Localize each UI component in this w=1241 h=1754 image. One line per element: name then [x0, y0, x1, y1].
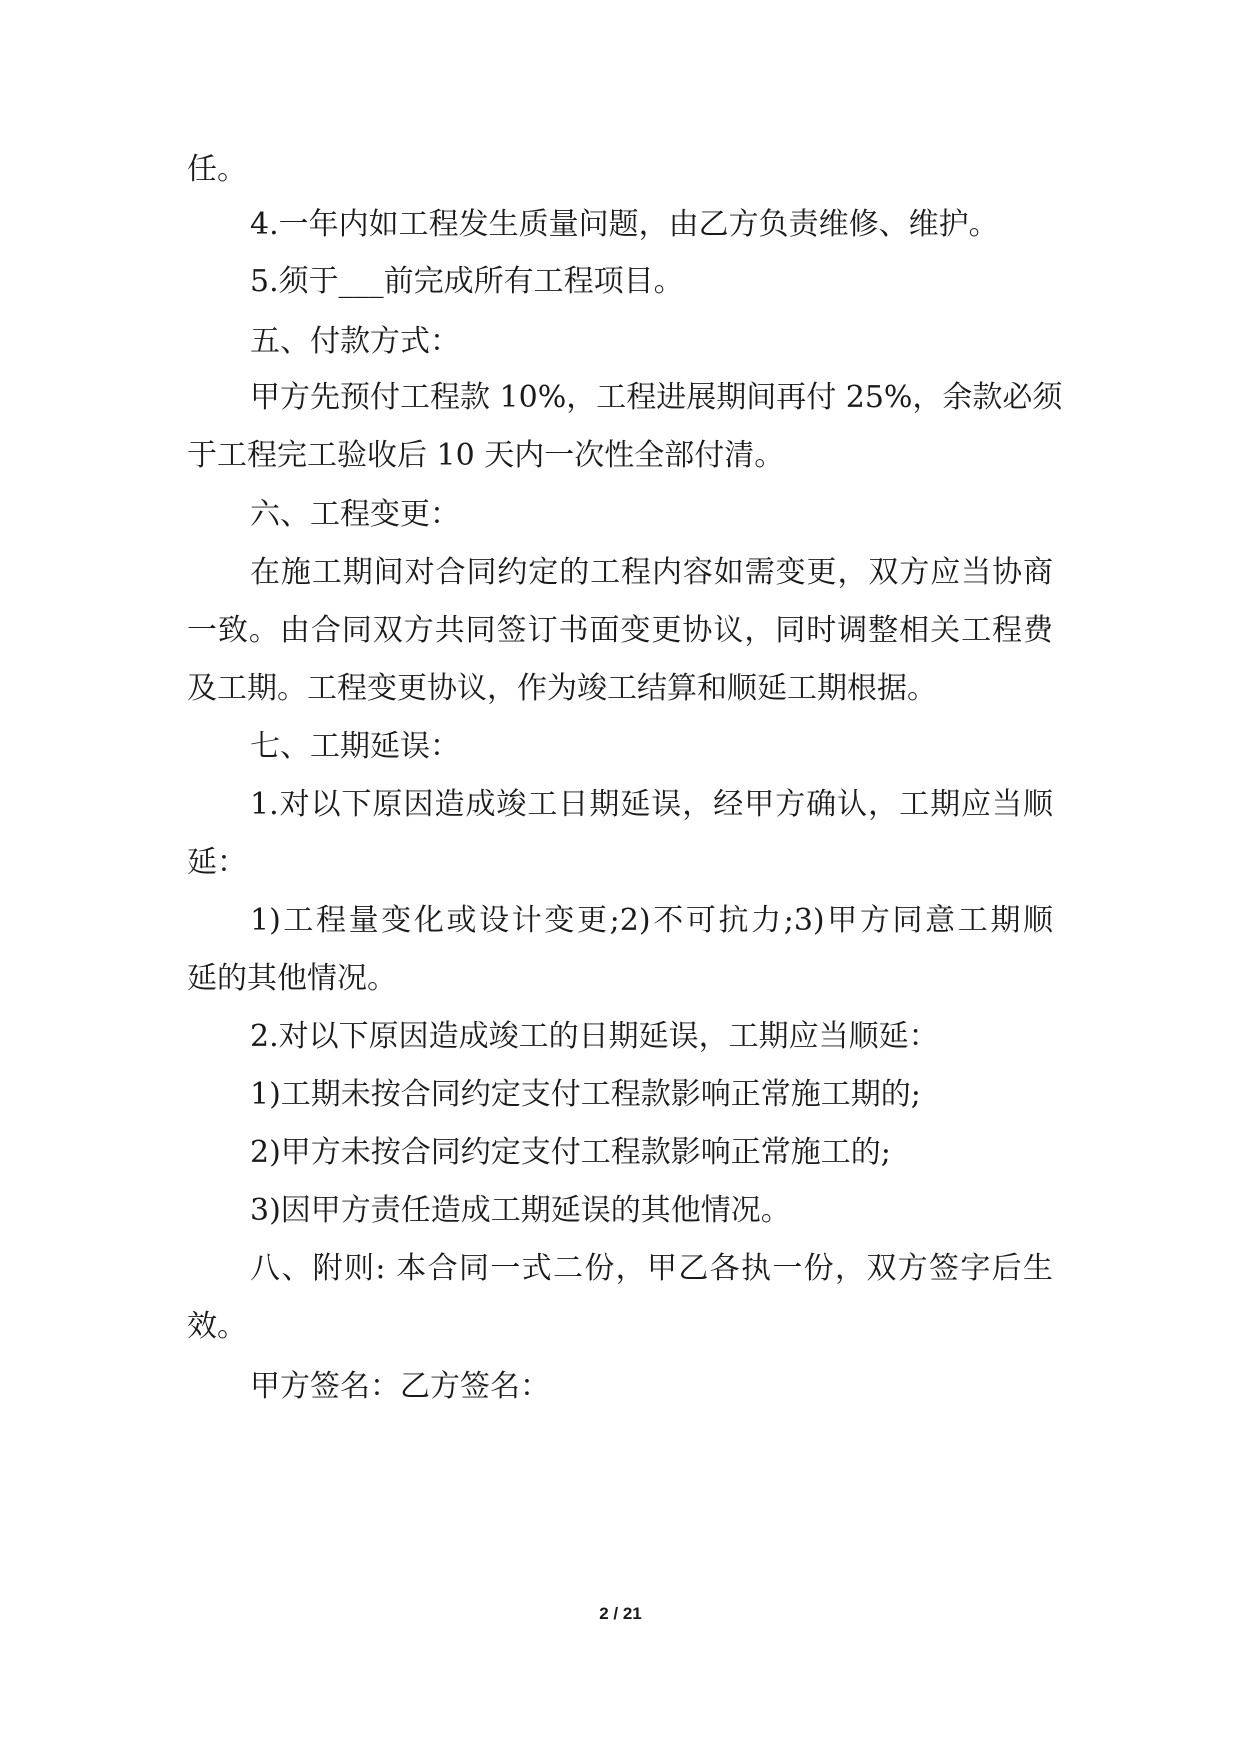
text-line: 4.一年内如工程发生质量问题，由乙方负责维修、维护。 [250, 207, 999, 242]
text-line: 在施工期间对合同约定的工程内容如需变更，双方应当协商 [250, 555, 1053, 590]
section-heading: 七、工期延误： [250, 729, 460, 764]
text-line: 一致。由合同双方共同签订书面变更协议，同时调整相关工程费 [187, 613, 1053, 648]
text-line: 2.对以下原因造成竣工的日期延误，工期应当顺延： [250, 1019, 939, 1054]
text-line: 1.对以下原因造成竣工日期延误，经甲方确认，工期应当顺 [250, 787, 1053, 822]
text-line: 2)甲方未按合同约定支付工程款影响正常施工的; [250, 1135, 891, 1170]
text-line: 延的其他情况。 [187, 961, 397, 996]
page-number: 2 / 21 [599, 1604, 642, 1623]
section-heading: 八、附则: 本合同一式二份，甲乙各执一份，双方签字后生 [250, 1251, 1053, 1286]
text-line: 1)工程量变化或设计变更;2)不可抗力;3)甲方同意工期顺 [250, 903, 1053, 938]
signature-line: 甲方签名：乙方签名： [250, 1369, 550, 1404]
text-line: 5.须于___前完成所有工程项目。 [250, 264, 684, 299]
section-heading: 五、付款方式： [250, 324, 460, 359]
text-line: 甲方先预付工程款 10%，工程进展期间再付 25%，余款必须 [250, 380, 1063, 415]
text-line: 1)工期未按合同约定支付工程款影响正常施工期的; [250, 1077, 921, 1112]
section-heading: 六、工程变更： [250, 497, 460, 532]
text-line: 于工程完工验收后 10 天内一次性全部付清。 [187, 438, 785, 473]
text-line: 任。 [187, 152, 247, 187]
text-line: 3)因甲方责任造成工期延误的其他情况。 [250, 1193, 791, 1228]
text-line: 延： [187, 845, 247, 880]
text-line: 效。 [187, 1309, 247, 1344]
text-line: 及工期。工程变更协议，作为竣工结算和顺延工期根据。 [187, 671, 937, 706]
